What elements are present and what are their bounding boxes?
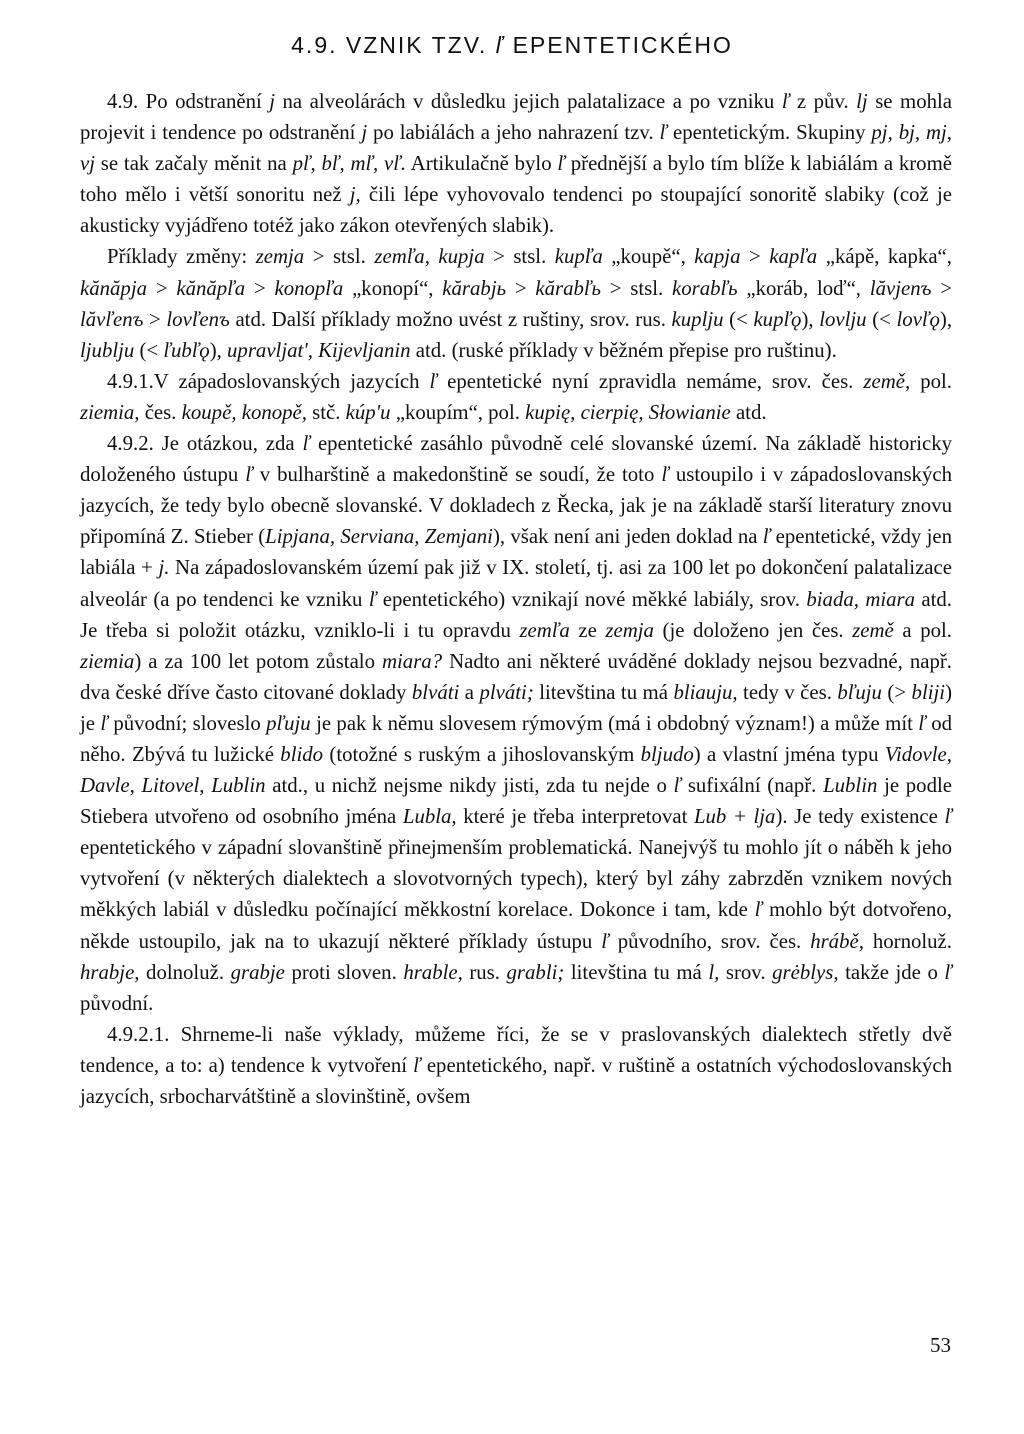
italic-term: hrábě, — [810, 929, 864, 953]
italic-term: ziemia, — [80, 400, 140, 424]
text-run: dolnoluž. — [139, 960, 231, 984]
italic-term: grėblys, — [772, 960, 839, 984]
italic-term: pľuju — [266, 711, 311, 735]
text-run: a pol. — [893, 618, 952, 642]
page-number: 53 — [930, 1333, 951, 1357]
text-run: ), — [209, 338, 228, 362]
text-run: „koupím“, pol. — [390, 400, 526, 424]
italic-term: Lipjana, Serviana, Zemjani — [265, 525, 493, 549]
text-run: (< — [723, 307, 754, 331]
italic-term: kupľǫ — [753, 307, 802, 331]
text-run: po labiálách a jeho nahrazení tzv. — [367, 121, 660, 145]
italic-term: ľ — [754, 898, 763, 922]
italic-term: zemľa, kupja — [374, 245, 485, 269]
italic-term: biada, miara — [806, 587, 916, 611]
text-run: „kápě, kapka“, — [817, 245, 952, 269]
italic-term: bljudo — [640, 742, 694, 766]
text-run: > — [931, 276, 952, 300]
text-run: rus. — [462, 960, 507, 984]
italic-term: ľ — [245, 463, 253, 487]
text-run: „koupě“, — [602, 245, 695, 269]
italic-term: ľ — [781, 90, 790, 113]
text-run: epentetické nyní zpravidla nemáme, srov. čes. — [437, 369, 864, 393]
text-run: ) a za 100 let potom zůstalo — [134, 649, 382, 673]
italic-term: ľ — [413, 1053, 421, 1077]
text-run: srov. — [719, 960, 773, 984]
italic-term: lăvľenъ — [80, 307, 144, 331]
italic-term: lj — [856, 90, 868, 113]
text-run: ), — [801, 307, 820, 331]
italic-term: lovľǫ — [896, 307, 940, 331]
text-run: ), — [939, 307, 953, 331]
italic-term: země — [852, 618, 894, 642]
text-run: se tak začaly měnit na — [95, 152, 293, 176]
italic-term: zemja — [605, 618, 654, 642]
italic-term: ľ — [659, 121, 668, 145]
heading-prefix: 4.9. VZNIK TZV. — [291, 32, 496, 58]
italic-term: pľ, bľ, mľ, vľ. — [292, 152, 407, 176]
italic-term: upravljat', Kijevljanin — [227, 338, 411, 362]
paragraph-4-9-1 — [80, 366, 952, 428]
text-run: epentetického v západní slovanštině přinejmenším problematická. Nanejvýš tu mohlo jít o náběh k jeho vytvoření (v některých dialektech a slovotvorných typech), který byl záhy zabrzděn vznikem nových měkkých labiál v důsledku počínající měkkostní korelace. Dokonce i tam, kde — [80, 836, 952, 922]
text-run: mohlo být dotvořeno, někde ustoupilo, jak na to ukazují některé příklady ústupu — [80, 898, 952, 953]
text-run: (totožné s ruským a jihoslovanským — [323, 742, 641, 766]
italic-term: kupię, cierpię, Słowianie — [525, 400, 731, 424]
italic-term: Lublin — [823, 774, 878, 798]
text-run: které je třeba interpretovat — [456, 805, 694, 829]
text-run: litevština tu má — [564, 960, 709, 984]
heading-suffix: EPENTETICKÉHO — [504, 32, 733, 58]
paragraph-examples — [80, 241, 952, 365]
text-run: se mohla projevit i tendence po odstranění — [80, 90, 952, 145]
text-run: > — [143, 307, 167, 331]
italic-term: j — [269, 90, 276, 113]
italic-term: hrable, — [403, 960, 463, 984]
text-run: Na západoslovanském území pak již v IX. století, tj. asi za 100 let po dokončení palatalizace alveolár (a po tendenci ke vzniku — [80, 556, 952, 611]
text-run: (> — [881, 680, 912, 704]
italic-term: ljublju — [80, 338, 135, 362]
italic-term: kúp'u — [345, 400, 391, 424]
text-run: > stsl. — [484, 245, 555, 269]
italic-term: bľuju — [837, 680, 882, 704]
text-run: je podle Stiebera utvořeno od osobního jména — [80, 774, 952, 829]
paragraph-4-9-2 — [80, 428, 952, 1019]
text-run: stč. — [306, 400, 346, 424]
italic-term: ľ — [429, 369, 438, 393]
italic-term: Lubla, — [402, 805, 457, 829]
text-run: epentetického, např. v ruštině a ostatních východoslovanských jazycích, srbocharvátštině a slovinštině, ovšem — [80, 1053, 952, 1108]
italic-term: kănăpja — [80, 276, 148, 300]
italic-term: ľ — [944, 805, 953, 829]
text-run: epentetické zasáhlo původně celé slovanské území. Na základě historicky doloženého ústupu — [80, 432, 952, 487]
italic-term: miara? — [382, 649, 443, 673]
italic-term: korabľь — [672, 276, 738, 300]
text-run: tedy v čes. — [737, 680, 838, 704]
text-run: 4.9. Po odstranění — [107, 90, 270, 113]
text-run: je pak k němu slovesem rýmovým (má i obdobný význam!) a může mít — [310, 711, 919, 735]
text-run: atd., u nichž nejsme nikdy jisti, zda tu nejde o — [265, 774, 674, 798]
italic-term: ľ — [100, 711, 108, 735]
italic-term: ľ — [944, 960, 952, 984]
text-run: 4.9.1.V západoslovanských jazycích — [107, 369, 430, 393]
italic-term: konopľa — [274, 276, 344, 300]
italic-term: bliauju, — [673, 680, 738, 704]
italic-term: ľ — [601, 929, 609, 953]
text-run: a — [459, 680, 480, 704]
text-run: Artikulačně bylo — [406, 152, 558, 176]
text-run: ustoupilo i v západoslovanských jazycích, že tedy bylo obecně slovanské. V dokladech z Řecka, jak je na základě starší literatury znovu připomíná Z. Stieber ( — [80, 463, 952, 549]
text-run: (< — [866, 307, 897, 331]
italic-term: koupě, konopě, — [181, 400, 307, 424]
italic-term: j — [361, 121, 368, 145]
italic-term: ľ — [762, 525, 771, 549]
italic-term: kapľa — [769, 245, 818, 269]
text-run: (< — [134, 338, 164, 362]
text-run: přednější a bylo tím blíže k labiálám a kromě toho mělo i větší sonoritu než — [80, 152, 952, 207]
italic-term: pj, bj, mj, vj — [80, 121, 952, 176]
text-run: sufixální (např. — [681, 774, 824, 798]
text-run: proti sloven. — [284, 960, 404, 984]
text-run: Nadto ani některé uváděné doklady nejsou bezvadné, např. dva české dříve často citované doklady — [80, 649, 952, 704]
italic-term: zemja — [255, 245, 305, 269]
italic-term: kărabjь — [442, 276, 507, 300]
text-run: (je doloženo jen čes. — [653, 618, 853, 642]
section-heading — [0, 32, 1024, 59]
italic-term: Vidovle, Davle, Litovel, Lublin — [80, 742, 952, 798]
text-run: atd. Další příklady možno uvést z ruštiny, srov. rus. — [229, 307, 672, 331]
italic-term: j, — [349, 183, 361, 207]
italic-term: zemľa — [519, 618, 570, 642]
italic-term: ľ — [673, 774, 682, 798]
text-run: ze — [569, 618, 606, 642]
text-run: ), však není ani jeden doklad na — [492, 525, 763, 549]
text-run: litevština tu má — [533, 680, 674, 704]
italic-term: hrabje, — [80, 960, 140, 984]
text-run: „konopí“, — [343, 276, 443, 300]
italic-term: blváti — [411, 680, 460, 704]
italic-term: kapja — [694, 245, 741, 269]
text-run: takže jde o — [838, 960, 945, 984]
text-run: > — [740, 245, 770, 269]
italic-term: ľ — [918, 711, 926, 735]
italic-term: ľ — [557, 152, 565, 176]
italic-term: ziemia — [80, 649, 135, 673]
italic-term: l, — [708, 960, 720, 984]
text-run: > — [506, 276, 536, 300]
text-run: ) je — [80, 680, 952, 735]
text-run: Příklady změny: — [107, 245, 256, 269]
text-run: „koráb, loď“, — [737, 276, 870, 300]
text-run: > stsl. — [304, 245, 375, 269]
text-run: > — [245, 276, 275, 300]
italic-term: země, — [863, 369, 911, 393]
text-run: epentetického) vznikají nové měkké labiály, srov. — [376, 587, 807, 611]
italic-term: j. — [158, 556, 170, 580]
text-run: > stsl. — [600, 276, 673, 300]
italic-term: ľubľǫ — [163, 338, 210, 362]
text-run: čili lépe vyhovovalo tendenci po stoupající sonoritě slabiky (což je akusticky vyjádřeno totéž jako zákon otevřených slabik). — [80, 183, 952, 238]
italic-term: lăvjenъ — [869, 276, 932, 300]
italic-term: ľ — [302, 432, 311, 456]
text-run: pol. — [910, 369, 952, 393]
italic-term: plváti; — [479, 680, 534, 704]
italic-term: grabje — [230, 960, 285, 984]
text-run: ). Je tedy existence — [775, 805, 945, 829]
text-run: na alveolárách v důsledku jejich palatalizace a po vzniku — [275, 90, 782, 113]
text-run: > — [147, 276, 177, 300]
italic-term: ľ — [368, 587, 377, 611]
text-run: epentetické, vždy jen labiála + — [80, 525, 952, 580]
text-run: v bulharštině a makedonštině se soudí, že toto — [252, 463, 662, 487]
paragraph-4-9-2-1 — [80, 1019, 952, 1112]
italic-term: grabli; — [506, 960, 565, 984]
italic-term: ľ — [661, 463, 669, 487]
text-run: atd. (ruské příklady v běžném přepise pro ruštinu). — [410, 338, 837, 362]
italic-term: kupľa — [554, 245, 603, 269]
text-run: původního, srov. čes. — [608, 929, 811, 953]
text-run: od něho. Zbývá tu lužické — [80, 711, 952, 766]
italic-term: kănăpľa — [176, 276, 246, 300]
paragraph-4-9 — [80, 86, 952, 241]
text-run: čes. — [139, 400, 182, 424]
italic-term: kuplju — [671, 307, 724, 331]
italic-term: bliji — [911, 680, 946, 704]
text-run: původní. — [80, 991, 154, 1015]
heading-italic: ľ — [495, 32, 505, 58]
italic-term: blido — [280, 742, 324, 766]
italic-term: Lub + lja — [693, 805, 776, 829]
text-run: atd. Je třeba si položit otázku, vzniklo-li i tu opravdu — [80, 587, 952, 642]
italic-term: kărabľь — [535, 276, 601, 300]
italic-term: lovľenъ — [166, 307, 230, 331]
text-run: ) a vlastní jména typu — [693, 742, 885, 766]
text-run: atd. — [730, 400, 767, 424]
text-run: z pův. — [789, 90, 857, 113]
text-run: 4.9.2.1. Shrneme-li naše výklady, můžeme říci, že se v praslovanských dialektech střetly dvě tendence, a to: a) tendence k vytvoření — [80, 1022, 952, 1077]
italic-term: lovlju — [819, 307, 867, 331]
body-text — [80, 86, 952, 1112]
text-run: hornoluž. — [863, 929, 952, 953]
text-run: původní; sloveslo — [107, 711, 267, 735]
text-run: 4.9.2. Je otázkou, zda — [107, 432, 303, 456]
text-run: epentetickým. Skupiny — [667, 121, 872, 145]
